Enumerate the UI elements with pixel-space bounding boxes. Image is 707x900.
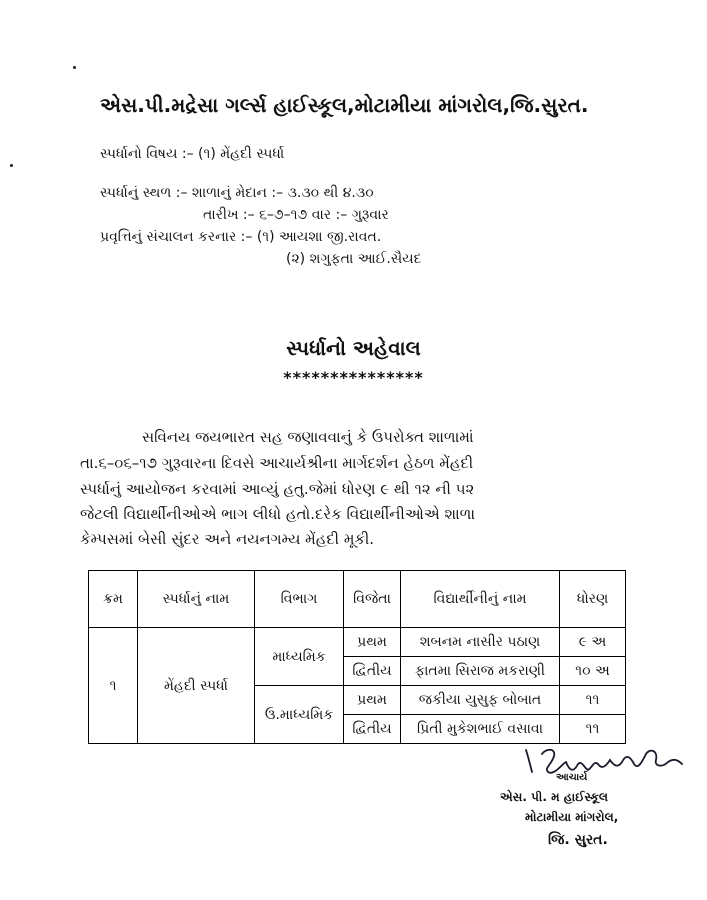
scan-speck	[73, 66, 76, 69]
report-paragraph-line: સવિનય જયભારત સહ જણાવવાનું કે ઉપરોક્ત શાળામાં	[142, 428, 474, 446]
cell-winner: દ્વિતીય	[344, 715, 401, 744]
cell-student: શબનમ નાસીર પઠાણ	[401, 628, 560, 657]
cell-standard: ૯ અ	[560, 628, 626, 657]
table-row	[89, 628, 626, 657]
stamp-town: મોટામીયા માંગરોલ,	[525, 810, 619, 824]
header-student-name: વિદ્યાર્થીનીનું નામ	[401, 571, 560, 628]
cell-winner: પ્રથમ	[344, 628, 401, 657]
report-paragraph-line: તા.૬–૦૬–૧૭ ગુરૂવારના દિવસે આચાર્યશ્રીના માર્ગદર્શન હેઠળ મેંહદી	[80, 454, 474, 472]
organizer-line: પ્રવૃત્તિનું સંચાલન કરનાર :– (૧) આયશા જી.રાવત.	[100, 229, 382, 245]
cell-division: માધ્યમિક	[255, 628, 344, 686]
report-paragraph-line: સ્પર્ધાનું આયોજન કરવામાં આવ્યું હતુ.જેમાં ધોરણ ૯ થી ૧૨ ની ૫૨	[80, 480, 475, 498]
results-table	[88, 570, 626, 744]
cell-standard: ૧૦ અ	[560, 657, 626, 686]
cell-competition: મેંહદી સ્પર્ધા	[138, 628, 255, 744]
competition-venue: સ્પર્ધાનું સ્થળ :– શાળાનું મેદાન :– ૩.૩૦ થી ૪.૩૦	[100, 185, 374, 201]
header-winner: વિજેતા	[344, 571, 401, 628]
cell-student: જકીયા યુસુફ બોબાત	[401, 686, 560, 715]
decorative-stars: ***************	[283, 368, 424, 387]
competition-subject: સ્પર્ધાનો વિષય :– (૧) મેંહદી સ્પર્ધા	[100, 146, 285, 162]
header-serial: ક્રમ	[89, 571, 138, 628]
header-standard: ધોરણ	[560, 571, 626, 628]
cell-winner: પ્રથમ	[344, 686, 401, 715]
cell-serial: ૧	[89, 628, 138, 744]
header-division: વિભાગ	[255, 571, 344, 628]
cell-winner: દ્વિતીય	[344, 657, 401, 686]
table-header-row	[89, 571, 626, 628]
competition-date: તારીખ :– ૬–૭–૧૭ વાર :– ગુરૂવાર	[203, 207, 389, 223]
cell-student: ફાતમા સિરાજ મકરાણી	[401, 657, 560, 686]
report-heading: સ્પર્ધાનો અહેવાલ	[286, 336, 421, 360]
cell-standard: ૧૧	[560, 686, 626, 715]
organizer-second: (૨) શગુફતા આઈ.સૈયદ	[286, 251, 422, 267]
cell-standard: ૧૧	[560, 715, 626, 744]
report-paragraph-line: જેટલી વિદ્યાર્થીનીઓએ ભાગ લીધો હતો.દરેક વિદ્યાર્થીનીઓએ શાળા	[80, 505, 476, 523]
school-name: એસ.પી.મદ્રેસા ગર્લ્સ હાઈસ્કૂલ,મોટામીયા માંગરોલ,જિ.સુરત.	[100, 93, 589, 117]
stamp-district: જિ. સુરત.	[548, 832, 608, 848]
principal-signature	[518, 742, 688, 784]
scan-speck	[10, 164, 13, 167]
header-competition: સ્પર્ધાનું નામ	[138, 571, 255, 628]
stamp-title: આચાર્ય	[556, 772, 588, 783]
cell-student: પ્રિતી મુકેશભાઈ વસાવા	[401, 715, 560, 744]
stamp-school: એસ. પી. મ હાઈસ્કૂલ	[500, 790, 608, 804]
cell-division: ઉ.માધ્યમિક	[255, 686, 344, 744]
report-paragraph-line: કેમ્પસમાં બેસી સુંદર અને નયનગમ્ય મેંહદી મૂકી.	[80, 530, 375, 548]
